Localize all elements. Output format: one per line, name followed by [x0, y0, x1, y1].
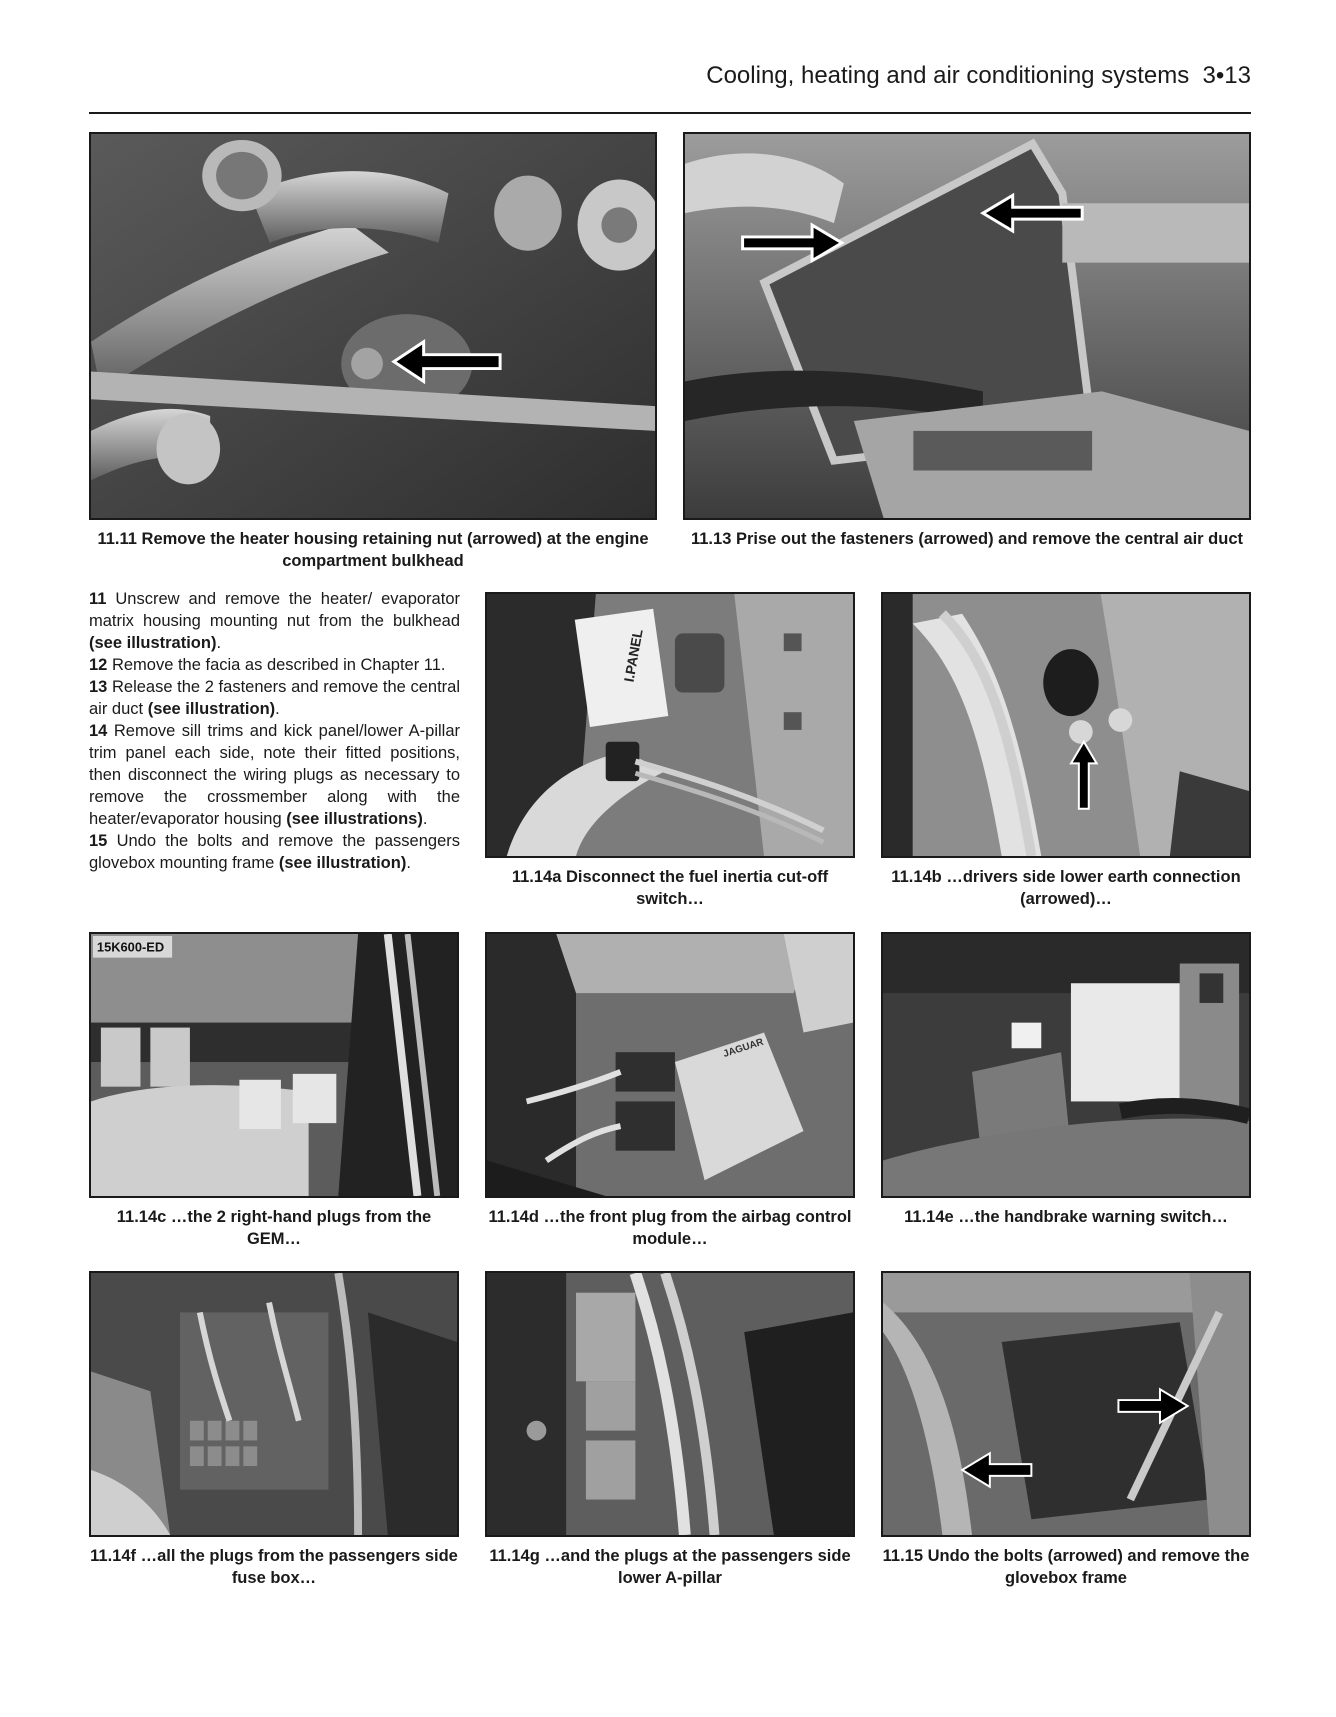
figure-caption: 11.11 Remove the heater housing retaining nut (arrowed) at the engine compartment bulkhead: [97, 530, 649, 570]
step-12: 12 Remove the facia as described in Chapter 11.: [89, 656, 446, 674]
figure-11-14b: [881, 592, 1251, 908]
procedure-text: [89, 588, 460, 874]
photo-fuel-inertia-switch: [485, 592, 855, 858]
figure-caption: 11.14b …drivers side lower earth connection (arrowed)…: [891, 868, 1241, 908]
photo-airbag-module: [485, 932, 855, 1198]
figure-11-11: [89, 132, 657, 570]
photo-heater-housing-nut: [89, 132, 657, 520]
gem-label-text: 15K600-ED: [96, 939, 165, 955]
figure-11-14f: [89, 1271, 459, 1587]
figure-caption: 11.14g …and the plugs at the passengers side lower A-pillar: [489, 1547, 851, 1587]
page-number: 3•13: [1202, 62, 1251, 89]
figure-caption: 11.13 Prise out the fasteners (arrowed) and remove the central air duct: [690, 530, 1244, 548]
figure-caption: 11.14a Disconnect the fuel inertia cut-off switch…: [511, 868, 829, 908]
figure-caption: 11.15 Undo the bolts (arrowed) and remove the glovebox frame: [882, 1547, 1250, 1587]
photo-handbrake-switch: [881, 932, 1251, 1198]
photo-a-pillar-plugs: [485, 1271, 855, 1537]
figure-caption: 11.14f …all the plugs from the passengers side fuse box…: [90, 1547, 458, 1587]
figure-caption: 11.14e …the handbrake warning switch…: [904, 1208, 1228, 1226]
running-head: [706, 62, 1251, 90]
figure-caption: 11.14d …the front plug from the airbag control module…: [488, 1208, 852, 1248]
figure-11-15: [881, 1271, 1251, 1587]
photo-earth-connection: [881, 592, 1251, 858]
figure-11-14e: [881, 932, 1251, 1248]
photo-fuse-box-plugs: [89, 1271, 459, 1537]
photo-glovebox-frame: [881, 1271, 1251, 1537]
step-13: 13 Release the 2 fasteners and remove the central air duct (see illustration).: [89, 678, 460, 718]
photo-central-air-duct: [683, 132, 1251, 520]
figure-11-14g: [485, 1271, 855, 1587]
step-14: 14 Remove sill trims and kick panel/lower A-pillar trim panel each side, note their fitted positions, then disconnect the wiring plugs as necessary to remove the crossmember along with the heater/evaporator housing (see illustrations).: [89, 722, 460, 828]
page-header: [89, 58, 1251, 114]
figure-11-14c: [89, 932, 459, 1248]
figure-11-14d: [485, 932, 855, 1248]
photo-gem-plugs: [89, 932, 459, 1198]
figure-11-13: [683, 132, 1251, 570]
step-15: 15 Undo the bolts and remove the passengers glovebox mounting frame (see illustration).: [89, 832, 460, 872]
step-11: 11 Unscrew and remove the heater/ evaporator matrix housing mounting nut from the bulkhead (see illustration).: [89, 590, 460, 652]
figure-caption: 11.14c …the 2 right-hand plugs from the GEM…: [116, 1208, 432, 1248]
module-brand-text: JAGUAR: [721, 1036, 766, 1060]
figure-11-14a: [485, 592, 855, 908]
header-rule: [89, 112, 1251, 114]
label-tag-text: I.PANEL: [620, 627, 646, 684]
section-title: Cooling, heating and air conditioning systems: [706, 62, 1190, 89]
